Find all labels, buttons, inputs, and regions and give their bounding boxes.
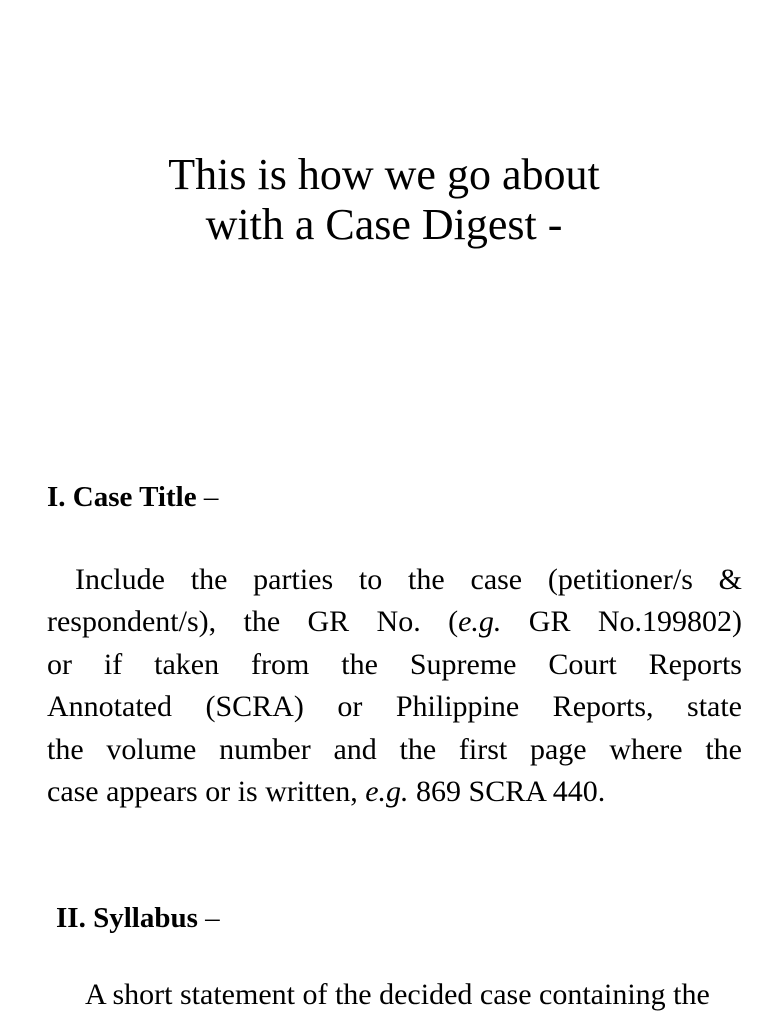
paragraph-text: respondent/s), the GR No. ( bbox=[47, 605, 459, 639]
title-line-2: with a Case Digest - bbox=[205, 200, 563, 249]
paragraph-line bbox=[47, 644, 742, 686]
case-title-paragraph bbox=[47, 559, 742, 813]
paragraph-line bbox=[47, 559, 742, 601]
paragraph-emphasis: e.g. bbox=[458, 605, 502, 639]
paragraph-line bbox=[47, 771, 742, 813]
paragraph-line bbox=[47, 686, 742, 728]
paragraph-text: case appears or is written, bbox=[47, 775, 366, 809]
paragraph-text: the volume number and the first page where the bbox=[47, 732, 742, 766]
paragraph-text: GR No.199802) bbox=[501, 605, 742, 639]
paragraph-text: 869 SCRA 440. bbox=[408, 775, 606, 809]
paragraph-line bbox=[47, 601, 742, 643]
section-heading-dash: – bbox=[197, 902, 220, 934]
paragraph-text: or if taken from the Supreme Court Reports bbox=[47, 647, 742, 681]
paragraph-line: A short statement of the decided case containing the bbox=[85, 978, 710, 1011]
section-heading-label: II. Syllabus bbox=[56, 902, 198, 934]
paragraph-line bbox=[47, 729, 742, 771]
syllabus-paragraph bbox=[47, 974, 752, 1016]
section-heading-syllabus bbox=[56, 901, 220, 935]
section-heading-dash: – bbox=[196, 481, 219, 513]
paragraph-text: Include the parties to the case (petitioner/s & bbox=[75, 563, 742, 596]
page-title bbox=[0, 150, 768, 250]
title-line-1: This is how we go about bbox=[168, 150, 600, 199]
section-heading-case-title bbox=[47, 480, 218, 514]
paragraph-emphasis: e.g. bbox=[365, 775, 409, 809]
section-heading-label: I. Case Title bbox=[47, 481, 197, 513]
paragraph-text: Annotated (SCRA) or Philippine Reports, state bbox=[47, 690, 742, 724]
